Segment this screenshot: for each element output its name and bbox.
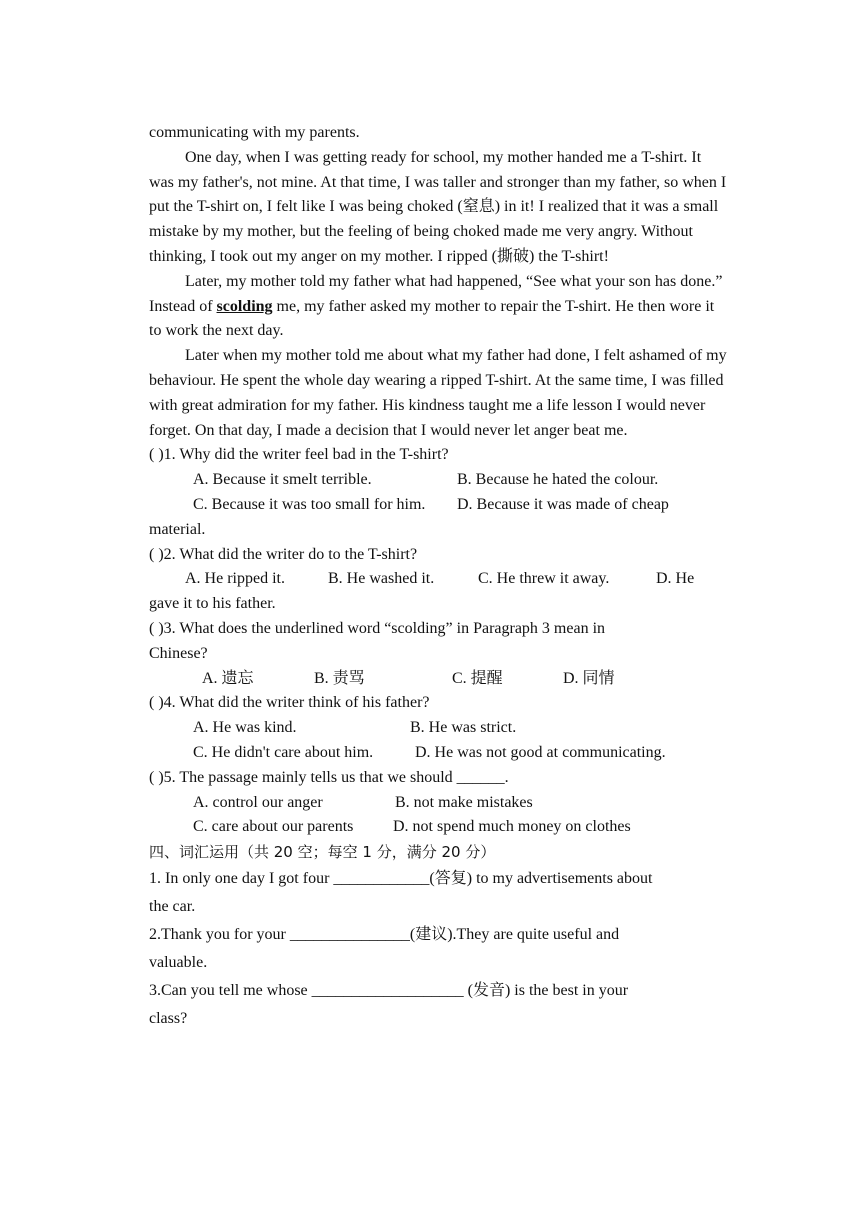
question-5-option-b: B. not make mistakes [395, 793, 533, 811]
question-3-option-a: A. 遗忘 [202, 669, 254, 687]
vocab-item-3-line-1: 3.Can you tell me whose ___________________ (发音) is the best in your [149, 982, 629, 1000]
question-3-option-c: C. 提醒 [452, 669, 503, 687]
question-5-stem: ( )5. The passage mainly tells us that we should ______. [149, 768, 509, 786]
question-3-stem-tail: Chinese? [149, 644, 208, 662]
section-4-heading: 四、词汇运用（共 20 空；每空 1 分，满分 20 分） [149, 843, 496, 862]
vocab-item-1-line-1: 1. In only one day I got four ____________(答复) to my advertisements about [149, 870, 653, 888]
question-3-option-b: B. 责骂 [314, 669, 365, 687]
question-5-option-a: A. control our anger [193, 793, 323, 811]
question-2-options [149, 567, 729, 592]
question-5-option-c: C. care about our parents [193, 818, 354, 836]
question-4-options-ab [149, 716, 729, 741]
vocab-item-3-line-2: class? [149, 1010, 188, 1028]
question-4-option-d: D. He was not good at communicating. [415, 743, 666, 761]
question-2-option-b: B. He washed it. [328, 570, 435, 588]
question-5-options-ab [149, 791, 729, 816]
question-3-option-d: D. 同情 [563, 669, 615, 687]
passage-paragraph-2: One day, when I was getting ready for school, my mother handed me a T-shirt. It was my father's, not mine. At that time, I was taller and stronger than my father, so when I put the T-shirt on, I felt like I was being choked (窒息) in it! I realized that it was a small mistake by my mother, but the feeling of being choked made me very angry. Without thinking, I took out my anger on my mother. I ripped (撕破) the T-shirt! [149, 148, 727, 265]
question-5-option-d: D. not spend much money on clothes [393, 818, 631, 836]
question-4-options-cd [149, 741, 729, 766]
question-2-stem: ( )2. What did the writer do to the T-shirt? [149, 545, 418, 563]
question-2-option-d: D. He [656, 570, 695, 588]
question-4-option-c: C. He didn't care about him. [193, 743, 374, 761]
paragraph-3-part-a: Later, my mother told my father what had happened, “See what your son has done.” Instead of [149, 272, 723, 315]
question-4-option-a: A. He was kind. [193, 719, 297, 737]
question-2-option-d-tail: gave it to his father. [149, 595, 276, 613]
question-2-option-a: A. He ripped it. [185, 570, 285, 588]
question-1-stem: ( )1. Why did the writer feel bad in the T-shirt? [149, 446, 449, 464]
question-1-option-d: D. Because it was made of cheap [457, 495, 669, 513]
question-4-option-b: B. He was strict. [410, 719, 517, 737]
underlined-word-scolding: scolding [216, 297, 273, 315]
question-2-option-c: C. He threw it away. [478, 570, 610, 588]
question-5-options-cd [149, 815, 729, 840]
question-4-stem: ( )4. What did the writer think of his father? [149, 694, 430, 712]
question-1-options-ab [149, 468, 729, 493]
question-1-option-d-tail: material. [149, 520, 206, 538]
vocab-item-2-line-1: 2.Thank you for your _______________(建议).They are quite useful and [149, 926, 620, 944]
paragraph-3-part-b: me, my father asked my mother to repair the T-shirt. He then wore it to work the next day. [149, 297, 715, 340]
passage-paragraph-3 [149, 270, 729, 344]
question-1-option-b: B. Because he hated the colour. [457, 471, 659, 489]
question-3-stem: ( )3. What does the underlined word “scolding” in Paragraph 3 mean in [149, 619, 606, 637]
vocab-item-1-line-2: the car. [149, 898, 196, 916]
page-content [149, 121, 729, 1033]
question-1-option-a: A. Because it smelt terrible. [193, 471, 372, 489]
question-3-options [149, 667, 729, 692]
passage-paragraph-4: Later when my mother told me about what my father had done, I felt ashamed of my behaviour. He spent the whole day wearing a ripped T-shirt. At the same time, I was filled with great admiration for my father. His kindness taught me a life lesson I would never forget. On that day, I made a decision that I would never let anger beat me. [149, 347, 727, 439]
question-1-options-cd [149, 493, 729, 518]
passage-paragraph-1-tail: communicating with my parents. [149, 124, 360, 141]
vocab-item-2-line-2: valuable. [149, 954, 208, 972]
question-1-option-c: C. Because it was too small for him. [193, 495, 426, 513]
